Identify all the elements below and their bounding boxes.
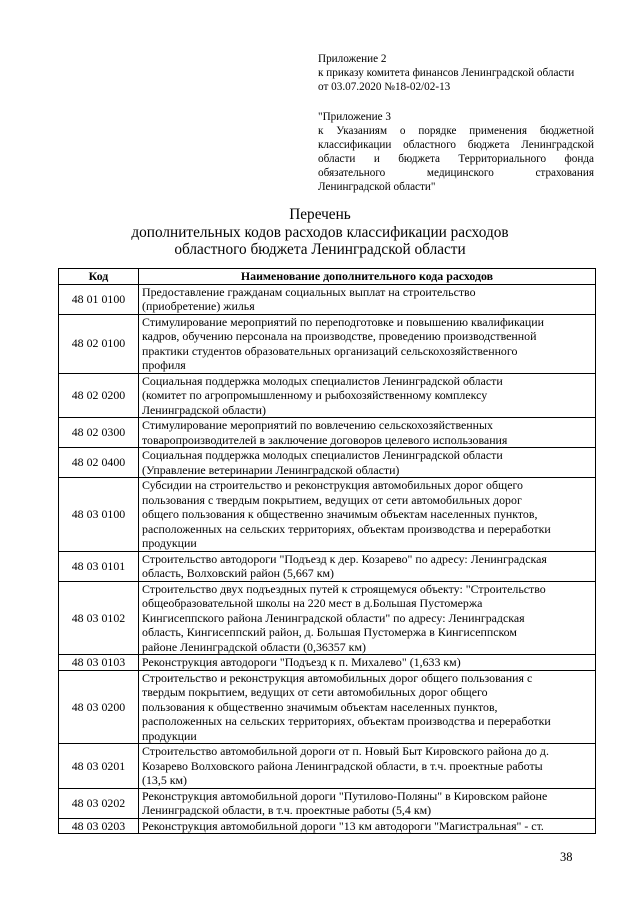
appendix-3-block: [318, 110, 594, 194]
title-line: Перечень: [289, 206, 351, 223]
expense-code: 48 03 0200: [59, 670, 139, 744]
table-row: [59, 373, 596, 418]
table-row: [59, 418, 596, 448]
expense-description: [139, 373, 596, 418]
appendix-2-order: к приказу комитета финансов Ленинградской области: [318, 67, 575, 79]
appendix-3-line: обязательного медицинского страхования: [318, 167, 594, 179]
expense-code: 48 02 0200: [59, 373, 139, 418]
expense-code: 48 02 0100: [59, 314, 139, 373]
appendix-3-heading: "Приложение 3: [318, 111, 392, 123]
description-line: Социальная поддержка молодых специалистов Ленинградской области: [142, 448, 503, 462]
table-row: [59, 670, 596, 744]
description-line: (Управление ветеринарии Ленинградской области): [142, 462, 400, 477]
appendix-3-line: классификации областного бюджета Ленинградской: [318, 139, 594, 151]
expense-code: 48 03 0102: [59, 581, 139, 655]
description-line: продукции: [142, 536, 197, 550]
description-line: Реконструкция автомобильной дороги "13 км автодороги "Магистральная" - ст.: [142, 818, 544, 833]
description-line: общеобразовательной школы на 220 мест в д.Большая Пустомержа: [142, 596, 483, 610]
description-line: кадров, обучению персонала на производстве, проведению производственной: [142, 329, 537, 343]
description-line: Строительство автомобильной дороги от п. Новый Быт Кировского района до д.: [142, 744, 549, 758]
description-line: Социальная поддержка молодых специалистов Ленинградской области: [142, 373, 503, 388]
table-row: [59, 284, 596, 314]
page-number: 38: [560, 850, 573, 864]
appendix-2-block: [318, 52, 594, 94]
description-line: общего пользования к общественно значимым объектам населенных пунктов,: [142, 507, 538, 521]
appendix-3-line: области и бюджета Территориального фонда: [318, 153, 594, 165]
description-line: пользования с твердым покрытием, ведущих от сети автомобильных дорог: [142, 492, 522, 507]
description-line: практики студентов образовательных организаций сельскохозяйственного: [142, 343, 518, 358]
expense-codes-table: [58, 268, 596, 834]
description-line: Козарево Волховского района Ленинградской области, в т.ч. проектные работы: [142, 758, 543, 773]
table-row: [59, 581, 596, 655]
expense-code: 48 02 0300: [59, 418, 139, 448]
expense-description: [139, 655, 596, 671]
description-line: Стимулирование мероприятий по переподготовке и повышению квалификации: [142, 314, 544, 329]
table-row: [59, 551, 596, 581]
description-line: Строительство двух подъездных путей к строящемуся объекту: "Строительство: [142, 581, 546, 596]
expense-code: 48 03 0203: [59, 818, 139, 834]
expense-code: 48 02 0400: [59, 448, 139, 478]
description-line: (комитет по агропромышленному и рыбохозяйственному комплексу: [142, 388, 488, 402]
appendix-2-heading: Приложение 2: [318, 53, 387, 65]
description-line: пользования к общественно значимым объектам населенных пунктов,: [142, 699, 498, 714]
expense-description: [139, 551, 596, 581]
table-row: [59, 788, 596, 818]
table-body: [59, 284, 596, 834]
description-line: Предоставление гражданам социальных выплат на строительство: [142, 284, 476, 299]
table-row: [59, 448, 596, 478]
expense-description: [139, 284, 596, 314]
expense-code: 48 03 0101: [59, 551, 139, 581]
document-title: [60, 206, 580, 259]
description-line: твердым покрытием, ведущих от сети автомобильных дорог общего: [142, 685, 488, 699]
table-row: [59, 655, 596, 671]
title-line: дополнительных кодов расходов классификации расходов: [131, 223, 509, 241]
expense-description: [139, 478, 596, 552]
description-line: область, Кингисеппский район, д. Большая Пустомержа в Кингисеппском: [142, 625, 517, 639]
description-line: расположенных на сельских территориях, объектам производства и переработки: [142, 714, 551, 728]
description-line: районе Ленинградской области (0,36357 км): [142, 639, 366, 654]
expense-description: [139, 818, 596, 834]
description-line: Ленинградской области, в т.ч. проектные работы (5,4 км): [142, 803, 432, 817]
description-line: Стимулирование мероприятий по вовлечению сельскохозяйственных: [142, 418, 493, 432]
description-line: Строительство автодороги "Подъезд к дер. Козарево" по адресу: Ленинградская: [142, 551, 547, 566]
expense-description: [139, 670, 596, 744]
description-line: область, Волховский район (5,667 км): [142, 566, 334, 580]
expense-description: [139, 448, 596, 478]
table-row: [59, 818, 596, 834]
description-line: Кингисеппского района Ленинградской области" по адресу: Ленинградская: [142, 610, 525, 625]
description-line: Строительство и реконструкция автомобильных дорог общего пользования с: [142, 670, 533, 685]
table-row: [59, 744, 596, 789]
expense-code: 48 03 0103: [59, 655, 139, 671]
table-row: [59, 478, 596, 552]
expense-code: 48 03 0100: [59, 478, 139, 552]
expense-description: [139, 581, 596, 655]
expense-code: 48 01 0100: [59, 284, 139, 314]
expense-code: 48 03 0202: [59, 788, 139, 818]
description-line: расположенных на сельских территориях, объектам производства и переработки: [142, 521, 551, 536]
appendix-2-date: от 03.07.2020 №18-02/02-13: [318, 81, 451, 93]
description-line: продукции: [142, 728, 197, 743]
description-line: Реконструкция автодороги "Подъезд к п. Михалево" (1,633 км): [142, 655, 461, 669]
expense-description: [139, 418, 596, 448]
appendix-3-line: к Указаниям о порядке применения бюджетной: [318, 125, 594, 137]
table-header-row: [59, 269, 596, 285]
description-line: профиля: [142, 358, 186, 372]
description-line: Ленинградской области): [142, 402, 266, 417]
expense-code: 48 03 0201: [59, 744, 139, 789]
expense-description: [139, 314, 596, 373]
description-line: Реконструкция автомобильной дороги "Путилово-Поляны" в Кировском районе: [142, 788, 548, 803]
description-line: (13,5 км): [142, 773, 188, 787]
appendix-3-line: Ленинградской области": [318, 181, 436, 193]
header-code: Код: [59, 269, 139, 285]
header-name: Наименование дополнительного кода расходов: [139, 269, 596, 285]
description-line: товаропроизводителей в заключение договоров целевого использования: [142, 432, 508, 447]
description-line: (приобретение) жилья: [142, 299, 255, 313]
description-line: Субсидии на строительство и реконструкция автомобильных дорог общего: [142, 478, 523, 492]
table-row: [59, 314, 596, 373]
expense-description: [139, 788, 596, 818]
title-line: областного бюджета Ленинградской области: [174, 241, 466, 259]
expense-description: [139, 744, 596, 789]
